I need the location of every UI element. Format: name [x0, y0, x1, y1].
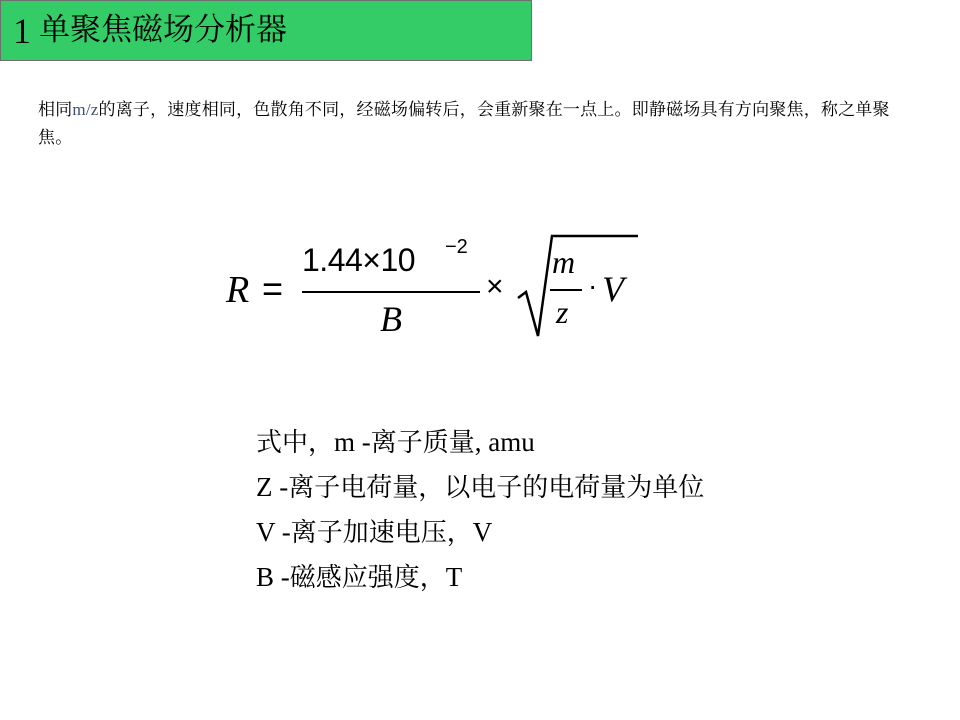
definition-row-z: [256, 465, 704, 510]
definition-row-b: [256, 555, 704, 600]
title-banner: [0, 0, 532, 61]
formula-v: V: [602, 269, 624, 309]
definition-text: 离子质量: [370, 428, 475, 458]
definition-text: 离子加速电压，: [290, 518, 473, 548]
definition-unit: T: [445, 562, 463, 592]
variable-definitions: [256, 420, 704, 600]
definition-row-v: [256, 510, 704, 555]
definition-var: B -: [256, 562, 290, 592]
formula-numerator: 1.44×10: [302, 242, 416, 278]
formula-times: ×: [486, 270, 504, 303]
formula-dot: ·: [588, 270, 598, 301]
definition-text: 磁感应强度，: [289, 563, 446, 593]
formula-exponent: −2: [445, 236, 468, 258]
title-number: 1: [13, 10, 31, 51]
definition-var: m -: [334, 427, 371, 457]
definition-text: 离子电荷量，以电子的电荷量为单位: [288, 473, 705, 503]
intro-paragraph: [38, 96, 918, 152]
intro-text-rest: 的离子，速度相同，色散角不同，经磁场偏转后，会重新聚在一点上。即静磁场具有方向聚焦，称之单聚焦。: [38, 100, 890, 148]
formula-lhs-r: R: [226, 269, 250, 311]
definition-prefix: 式中，: [256, 428, 335, 458]
definition-var: V -: [256, 517, 291, 547]
definition-var: Z -: [256, 472, 289, 502]
page-title: 单聚焦磁场分析器: [39, 12, 287, 48]
formula-fraction-bar: [302, 291, 480, 293]
definition-unit: , amu: [474, 427, 535, 457]
formula-inner-fraction-bar: [550, 289, 582, 291]
formula-equals: =: [262, 268, 284, 309]
formula-z: z: [556, 294, 569, 330]
definition-unit: V: [472, 517, 493, 547]
formula-m: m: [552, 244, 576, 280]
intro-text-start: 相同: [38, 100, 73, 120]
radius-formula: [222, 232, 642, 342]
formula-denominator: B: [380, 299, 402, 339]
intro-mz: m/z: [72, 100, 99, 119]
definition-row-m: [256, 420, 704, 465]
